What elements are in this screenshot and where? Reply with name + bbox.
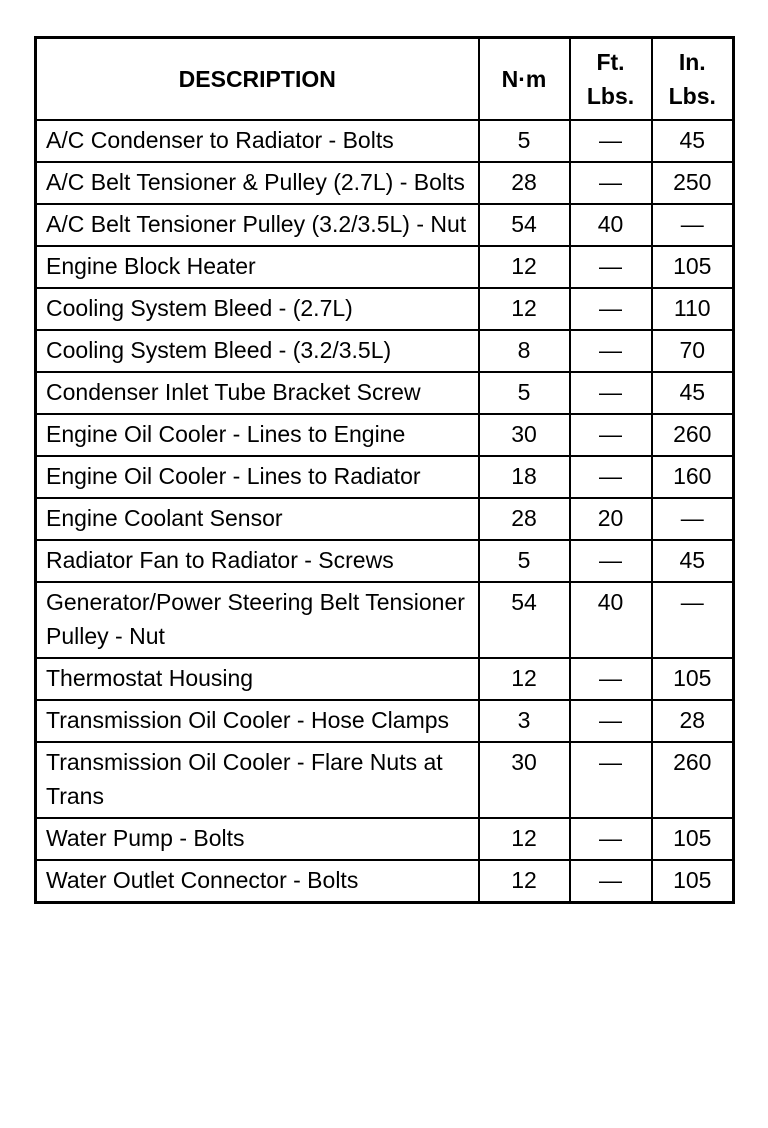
inch-pounds-cell: 260 bbox=[652, 742, 734, 818]
newton-meters-cell: 18 bbox=[479, 456, 570, 498]
inch-pounds-cell: 70 bbox=[652, 330, 734, 372]
description-cell: Water Outlet Connector - Bolts bbox=[36, 860, 479, 903]
inch-pounds-cell: 105 bbox=[652, 818, 734, 860]
table-row bbox=[36, 414, 734, 456]
inch-pounds-cell: 250 bbox=[652, 162, 734, 204]
foot-pounds-cell: — bbox=[570, 414, 652, 456]
foot-pounds-cell: — bbox=[570, 330, 652, 372]
table-body bbox=[36, 120, 734, 903]
inch-pounds-cell: 110 bbox=[652, 288, 734, 330]
newton-meters-cell: 54 bbox=[479, 582, 570, 658]
header-inch-pounds-line2: Lbs. bbox=[668, 83, 716, 109]
description-cell: A/C Condenser to Radiator - Bolts bbox=[36, 120, 479, 162]
inch-pounds-cell: 160 bbox=[652, 456, 734, 498]
foot-pounds-cell: 20 bbox=[570, 498, 652, 540]
foot-pounds-cell: — bbox=[570, 162, 652, 204]
foot-pounds-cell: — bbox=[570, 246, 652, 288]
table-row bbox=[36, 330, 734, 372]
header-inch-pounds-line1: In. bbox=[678, 49, 706, 75]
newton-meters-cell: 12 bbox=[479, 246, 570, 288]
description-cell: Cooling System Bleed - (2.7L) bbox=[36, 288, 479, 330]
table-row bbox=[36, 456, 734, 498]
newton-meters-cell: 12 bbox=[479, 818, 570, 860]
newton-meters-cell: 3 bbox=[479, 700, 570, 742]
description-cell: Radiator Fan to Radiator - Screws bbox=[36, 540, 479, 582]
newton-meters-cell: 28 bbox=[479, 498, 570, 540]
inch-pounds-cell: 260 bbox=[652, 414, 734, 456]
description-cell: Transmission Oil Cooler - Hose Clamps bbox=[36, 700, 479, 742]
description-cell: Engine Coolant Sensor bbox=[36, 498, 479, 540]
foot-pounds-cell: — bbox=[570, 372, 652, 414]
table-row bbox=[36, 658, 734, 700]
description-cell: Water Pump - Bolts bbox=[36, 818, 479, 860]
foot-pounds-cell: — bbox=[570, 540, 652, 582]
foot-pounds-cell: — bbox=[570, 860, 652, 903]
foot-pounds-cell: — bbox=[570, 456, 652, 498]
newton-meters-cell: 5 bbox=[479, 372, 570, 414]
foot-pounds-cell: — bbox=[570, 742, 652, 818]
description-cell: Engine Block Heater bbox=[36, 246, 479, 288]
description-cell: Engine Oil Cooler - Lines to Engine bbox=[36, 414, 479, 456]
description-cell: Thermostat Housing bbox=[36, 658, 479, 700]
newton-meters-cell: 12 bbox=[479, 658, 570, 700]
description-cell: Generator/Power Steering Belt Tensioner Pulley - Nut bbox=[36, 582, 479, 658]
header-foot-pounds-line2: Lbs. bbox=[586, 83, 635, 109]
newton-meters-cell: 5 bbox=[479, 540, 570, 582]
inch-pounds-cell: — bbox=[652, 204, 734, 246]
table-row bbox=[36, 372, 734, 414]
description-cell: Condenser Inlet Tube Bracket Screw bbox=[36, 372, 479, 414]
newton-meters-cell: 12 bbox=[479, 288, 570, 330]
torque-specifications-table bbox=[34, 36, 735, 904]
foot-pounds-cell: — bbox=[570, 658, 652, 700]
foot-pounds-cell: — bbox=[570, 700, 652, 742]
header-inch-pounds bbox=[652, 38, 734, 121]
description-cell: A/C Belt Tensioner Pulley (3.2/3.5L) - Nut bbox=[36, 204, 479, 246]
newton-meters-cell: 12 bbox=[479, 860, 570, 903]
table-row bbox=[36, 204, 734, 246]
header-row bbox=[36, 38, 734, 121]
newton-meters-cell: 5 bbox=[479, 120, 570, 162]
newton-meters-cell: 30 bbox=[479, 414, 570, 456]
table-row bbox=[36, 120, 734, 162]
header-foot-pounds-line1: Ft. bbox=[596, 49, 625, 75]
foot-pounds-cell: 40 bbox=[570, 582, 652, 658]
newton-meters-cell: 54 bbox=[479, 204, 570, 246]
table-row bbox=[36, 162, 734, 204]
table-row bbox=[36, 860, 734, 903]
newton-meters-cell: 8 bbox=[479, 330, 570, 372]
table-header bbox=[36, 38, 734, 121]
table-row bbox=[36, 288, 734, 330]
inch-pounds-cell: — bbox=[652, 582, 734, 658]
description-cell: Transmission Oil Cooler - Flare Nuts at Trans bbox=[36, 742, 479, 818]
newton-meters-cell: 28 bbox=[479, 162, 570, 204]
inch-pounds-cell: 45 bbox=[652, 540, 734, 582]
inch-pounds-cell: 105 bbox=[652, 860, 734, 903]
newton-meters-cell: 30 bbox=[479, 742, 570, 818]
header-foot-pounds bbox=[570, 38, 652, 121]
inch-pounds-cell: 45 bbox=[652, 120, 734, 162]
inch-pounds-cell: 28 bbox=[652, 700, 734, 742]
table-row bbox=[36, 700, 734, 742]
table-row bbox=[36, 540, 734, 582]
inch-pounds-cell: 105 bbox=[652, 246, 734, 288]
foot-pounds-cell: 40 bbox=[570, 204, 652, 246]
foot-pounds-cell: — bbox=[570, 818, 652, 860]
table-row bbox=[36, 498, 734, 540]
description-cell: Cooling System Bleed - (3.2/3.5L) bbox=[36, 330, 479, 372]
header-newton-meters: N·m bbox=[479, 38, 570, 121]
table-row bbox=[36, 742, 734, 818]
header-description: DESCRIPTION bbox=[36, 38, 479, 121]
table-row bbox=[36, 582, 734, 658]
inch-pounds-cell: — bbox=[652, 498, 734, 540]
inch-pounds-cell: 105 bbox=[652, 658, 734, 700]
foot-pounds-cell: — bbox=[570, 120, 652, 162]
table-row bbox=[36, 818, 734, 860]
description-cell: Engine Oil Cooler - Lines to Radiator bbox=[36, 456, 479, 498]
table-row bbox=[36, 246, 734, 288]
inch-pounds-cell: 45 bbox=[652, 372, 734, 414]
description-cell: A/C Belt Tensioner & Pulley (2.7L) - Bolts bbox=[36, 162, 479, 204]
foot-pounds-cell: — bbox=[570, 288, 652, 330]
